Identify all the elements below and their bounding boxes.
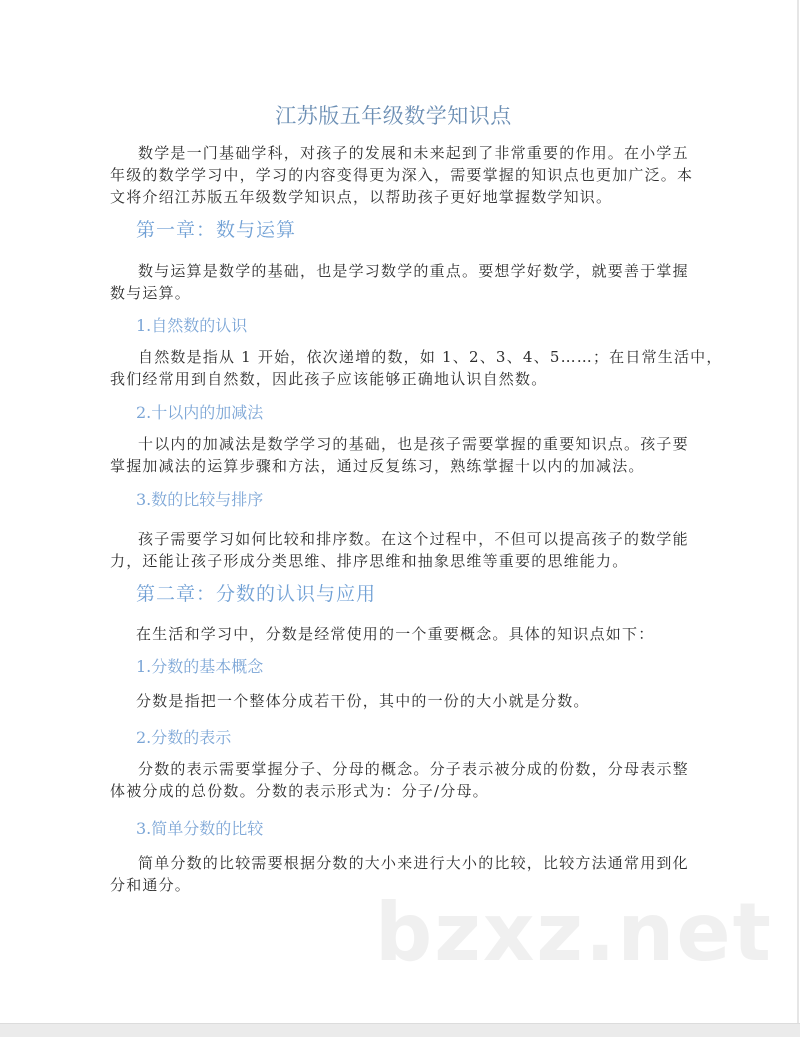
section-2-3-line-1: 简单分数的比较需要根据分数的大小来进行大小的比较，比较方法通常用到化 [138, 854, 689, 872]
section-1-1-line-1: 自然数是指从 1 开始，依次递增的数，如 1、2、3、4、5……；在日常生活中， [138, 348, 723, 366]
intro-line-3: 文将介绍江苏版五年级数学知识点，以帮助孩子更好地掌握数学知识。 [110, 188, 613, 206]
section-1-3-line-1: 孩子需要学习如何比较和排序数。在这个过程中，不但可以提高孩子的数学能 [138, 530, 689, 548]
document-title: 江苏版五年级数学知识点 [275, 104, 512, 128]
section-2-2-line-2: 体被分成的总份数。分数的表示形式为：分子/分母。 [110, 782, 489, 800]
section-2-1-heading: 1.分数的基本概念 [136, 657, 264, 676]
section-1-2-heading: 2.十以内的加减法 [136, 403, 264, 422]
section-2-2-heading: 2.分数的表示 [136, 728, 232, 747]
watermark: bzxz.net [375, 886, 773, 979]
section-1-2-line-1: 十以内的加减法是数学学习的基础，也是孩子需要掌握的重要知识点。孩子要 [138, 435, 689, 453]
section-1-1-line-2: 我们经常用到自然数，因此孩子应该能够正确地认识自然数。 [110, 370, 548, 388]
section-2-1-line-1: 分数是指把一个整体分成若干份，其中的一份的大小就是分数。 [136, 692, 590, 710]
section-2-2-line-1: 分数的表示需要掌握分子、分母的概念。分子表示被分成的份数，分母表示整 [138, 760, 689, 778]
section-2-3-heading: 3.简单分数的比较 [136, 819, 264, 838]
section-1-3-heading: 3.数的比较与排序 [136, 490, 264, 509]
chapter-1-intro-line-1: 数与运算是数学的基础，也是学习数学的重点。要想学好数学，就要善于掌握 [138, 262, 689, 280]
section-1-3-line-2: 力，还能让孩子形成分类思维、排序思维和抽象思维等重要的思维能力。 [110, 552, 629, 570]
chapter-1-heading: 第一章：数与运算 [136, 219, 297, 241]
intro-line-2: 年级的数学学习中，学习的内容变得更为深入，需要掌握的知识点也更加广泛。本 [110, 166, 694, 184]
chapter-2-heading: 第二章：分数的认识与应用 [136, 583, 377, 605]
page-bottom-edge [0, 1023, 800, 1037]
section-1-2-line-2: 掌握加减法的运算步骤和方法，通过反复练习，熟练掌握十以内的加减法。 [110, 457, 645, 475]
section-2-3-line-2: 分和通分。 [110, 876, 192, 894]
section-1-1-heading: 1.自然数的认识 [136, 316, 248, 335]
chapter-2-intro-line-1: 在生活和学习中，分数是经常使用的一个重要概念。具体的知识点如下： [136, 625, 655, 643]
chapter-1-intro-line-2: 数与运算。 [110, 284, 192, 302]
intro-line-1: 数学是一门基础学科，对孩子的发展和未来起到了非常重要的作用。在小学五 [138, 144, 689, 162]
